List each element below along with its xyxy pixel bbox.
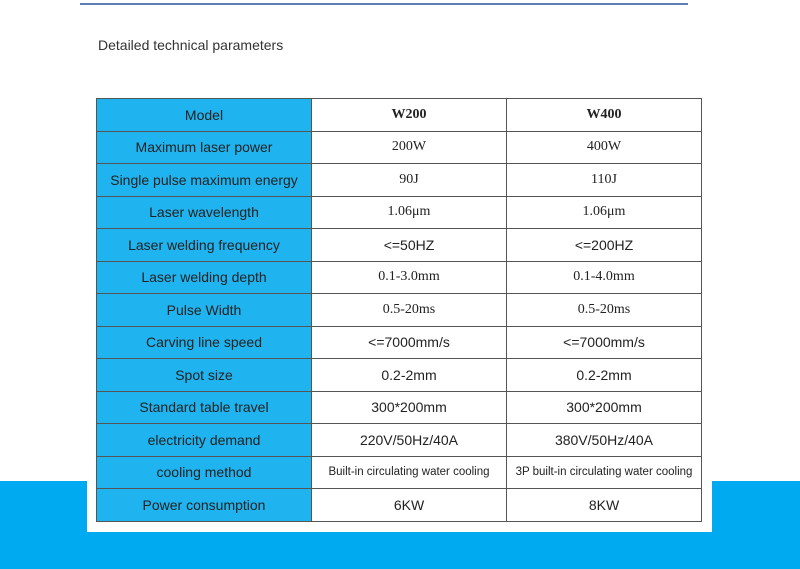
page-heading: Detailed technical parameters (98, 37, 284, 53)
row-label: cooling method (97, 456, 312, 489)
row-label: electricity demand (97, 424, 312, 457)
table-row (97, 164, 702, 197)
row-label: Pulse Width (97, 294, 312, 327)
cell-w200: 0.1-3.0mm (312, 261, 507, 294)
cell-w400: 110J (507, 164, 702, 197)
table-row (97, 131, 702, 164)
row-label: Single pulse maximum energy (97, 164, 312, 197)
cell-w400: 400W (507, 131, 702, 164)
cell-w400: 0.2-2mm (507, 359, 702, 392)
row-label: Laser welding depth (97, 261, 312, 294)
cell-w200: <=7000mm/s (312, 326, 507, 359)
row-label: Standard table travel (97, 391, 312, 424)
cell-w200: 0.2-2mm (312, 359, 507, 392)
table-row (97, 489, 702, 522)
cell-w400: 1.06μm (507, 196, 702, 229)
cell-w200: 90J (312, 164, 507, 197)
table-row (97, 424, 702, 457)
cell-w200: 300*200mm (312, 391, 507, 424)
table-row (97, 391, 702, 424)
table-row (97, 456, 702, 489)
header-model-w400: W400 (507, 99, 702, 132)
row-label: Spot size (97, 359, 312, 392)
table-row (97, 261, 702, 294)
table-header-row (97, 99, 702, 132)
cell-w200: <=50HZ (312, 229, 507, 262)
cell-w200: 1.06μm (312, 196, 507, 229)
cell-w200: 6KW (312, 489, 507, 522)
cell-w200: Built-in circulating water cooling (312, 456, 507, 489)
row-label: Carving line speed (97, 326, 312, 359)
row-label: Power consumption (97, 489, 312, 522)
cell-w400: 300*200mm (507, 391, 702, 424)
cell-w400: <=7000mm/s (507, 326, 702, 359)
cell-w400: <=200HZ (507, 229, 702, 262)
row-label: Maximum laser power (97, 131, 312, 164)
cell-w400: 380V/50Hz/40A (507, 424, 702, 457)
top-divider (80, 3, 688, 5)
cell-w400: 0.5-20ms (507, 294, 702, 327)
cell-w200: 200W (312, 131, 507, 164)
table-row (97, 196, 702, 229)
header-model-w200: W200 (312, 99, 507, 132)
row-label: Laser welding frequency (97, 229, 312, 262)
table-row (97, 359, 702, 392)
cell-w200: 0.5-20ms (312, 294, 507, 327)
table-row (97, 326, 702, 359)
header-label-model: Model (97, 99, 312, 132)
table-row (97, 229, 702, 262)
cell-w400: 3P built-in circulating water cooling (507, 456, 702, 489)
row-label: Laser wavelength (97, 196, 312, 229)
spec-table (96, 98, 702, 522)
cell-w400: 0.1-4.0mm (507, 261, 702, 294)
table-row (97, 294, 702, 327)
cell-w200: 220V/50Hz/40A (312, 424, 507, 457)
cell-w400: 8KW (507, 489, 702, 522)
